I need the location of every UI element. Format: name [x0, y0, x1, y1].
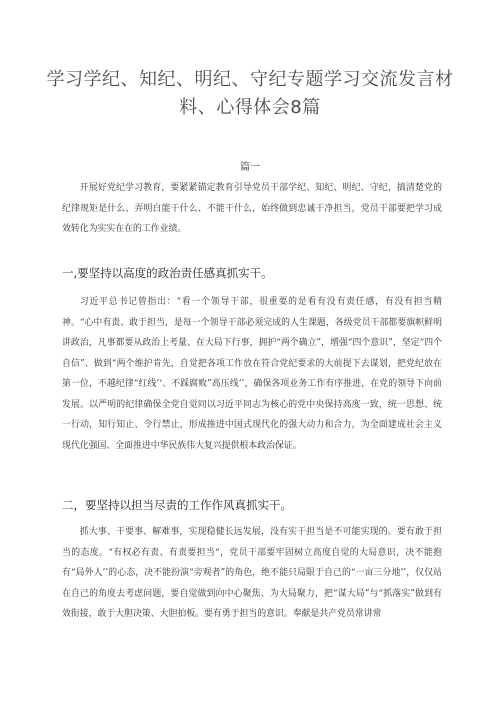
- intro-paragraph: 开展好党纪学习教育，要紧紧锚定教育引导党员干部学纪、知纪、明纪、守纪，搞清楚党的纪律规矩是什么、弄明白能干什么、不能干什么，始终做到忠诚干净担当，党员干部要把学习成效转化为实实在在的工作业绩。: [62, 183, 442, 234]
- heading-2: 二，要坚持以担当尽责的工作作风真抓实干。: [62, 498, 292, 512]
- title-line-2: 料、心得体会8篇: [179, 97, 321, 118]
- paragraph-1: 习近平总书记曾指出：“看一个领导干部，很重要的是看有没有责任感，有没有担当精神。“心中有责、敢于担当，是每一个领导干部必须完成的人生课题，各级党员干部都要旗帜鲜明讲政治，凡事都要从政治上考量、在大局下行事，拥护“两个确立”，增强“四个意识”，坚定“四个自信”、做到“两个维护肯先，自觉把各项工作放在符合党纪要求的大前提下去谋划，把党纪放在第一位，不越纪律“红线’‘、不踩腐败”高压线’’，确保各项业务工作有序推进，在党的领导下向前发展。以严明的纪律确保全党自觉同以习近平同志为核心的党中央保持高度一致，统一思想、统一行动，知行知止、令行禁止，形成推进中国式现代化的强大动力和合力，为全面建成社会主义现代化强国、全面推进中华民族伟大复兴提供根本政治保证。: [62, 297, 442, 451]
- section-label: 篇一: [240, 162, 260, 173]
- title-line-1: 学习学纪、知纪、明纪、守纪专题学习交流发言材: [46, 69, 454, 90]
- paragraph-2: 抓大事、干要事、解难事，实现稳健长远发展，没有实干担当是不可能实现的。要有敢于担当的态度。“有权必有责、有责要担当“，党员干部要牢固树立高度自觉的大局意识，决不能抱有“局外人’’的心态，决不能扮演“旁观者”的角色，绝不能只局限于自己的“一亩三分地’’，仅仅站在自己的角度去考虑问题，要自觉做到向中心聚焦、为大局聚力，把“谋大局”与“抓落实”做到有效衔接，敢于大胆决策、大胆拍板。要有勇于担当的意识。奉献是共产党员常讲常: [62, 527, 442, 619]
- document-title: [40, 66, 460, 122]
- heading-1: 一,要坚持以高度的政治责任感真抓实干。: [62, 266, 273, 280]
